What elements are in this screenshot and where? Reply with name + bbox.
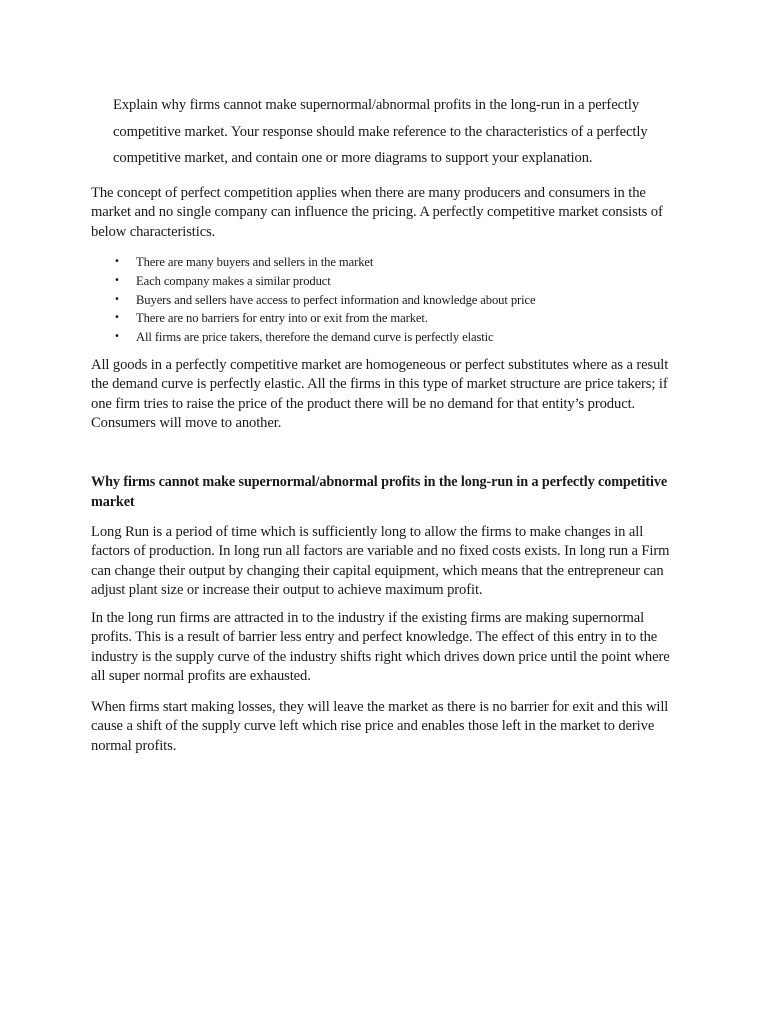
question-text: Explain why firms cannot make supernormal/abnormal profits in the long-run in a perfectly competitive market. Your response should make reference to the characteristics of a perfectly competitive market, and contain one or more diagrams to support your explanation. [113, 97, 648, 166]
exit-paragraph [91, 698, 681, 756]
list-item [113, 253, 673, 272]
characteristics-list [113, 253, 673, 347]
list-item [113, 291, 673, 310]
bullet-icon: • [114, 312, 120, 324]
homogeneous-paragraph [91, 356, 681, 433]
exit-text: When firms start making losses, they will leave the market as there is no barrier for exit and this will cause a shift of the supply curve left which rise price and enables those left in the market to derive normal profits. [91, 699, 669, 754]
entry-text: In the long run firms are attracted in to the industry if the existing firms are making supernormal profits. This is a result of barrier less entry and perfect knowledge. The effect of this entry in to the industry is the supply curve of the industry shifts right which drives down price until the point where all super normal profits are exhausted. [91, 610, 670, 684]
list-item [113, 272, 673, 291]
question-prompt [113, 92, 673, 172]
bullet-icon: • [114, 256, 120, 267]
bullet-icon: • [114, 331, 120, 343]
section-heading: Why firms cannot make supernormal/abnormal profits in the long-run in a perfectly competitive market [91, 474, 668, 510]
list-item [113, 328, 673, 347]
list-item-text: There are many buyers and sellers in the market [136, 255, 374, 269]
bullet-icon: • [114, 293, 120, 305]
homogeneous-text: All goods in a perfectly competitive market are homogeneous or perfect substitutes where as a result the demand curve is perfectly elastic. All the firms in this type of market structure are price takers; if one firm tries to raise the price of the product there will be no demand for that entity’s product. Consumers will move to another. [91, 357, 669, 431]
list-item-text: All firms are price takers, therefore the demand curve is perfectly elastic [136, 330, 494, 345]
list-item-text: Buyers and sellers have access to perfect information and knowledge about price [136, 292, 536, 307]
intro-paragraph [91, 184, 681, 242]
list-item-text: There are no barriers for entry into or exit from the market. [136, 311, 428, 326]
entry-paragraph [91, 609, 681, 686]
bullet-icon: • [114, 274, 120, 286]
list-item-text: Each company makes a similar product [136, 273, 331, 288]
intro-text: The concept of perfect competition applies when there are many producers and consumers in the market and no single company can influence the pricing. A perfectly competitive market consists of below characteristics. [91, 185, 663, 240]
long-run-text: Long Run is a period of time which is sufficiently long to allow the firms to make changes in all factors of production. In long run all factors are variable and no fixed costs exists. In long run a Firm can change their output by changing their capital equipment, which means that the entrepreneur can adjust plant size or increase their output to achieve maximum profit. [91, 524, 670, 598]
list-item [113, 309, 673, 328]
long-run-paragraph [91, 523, 681, 600]
